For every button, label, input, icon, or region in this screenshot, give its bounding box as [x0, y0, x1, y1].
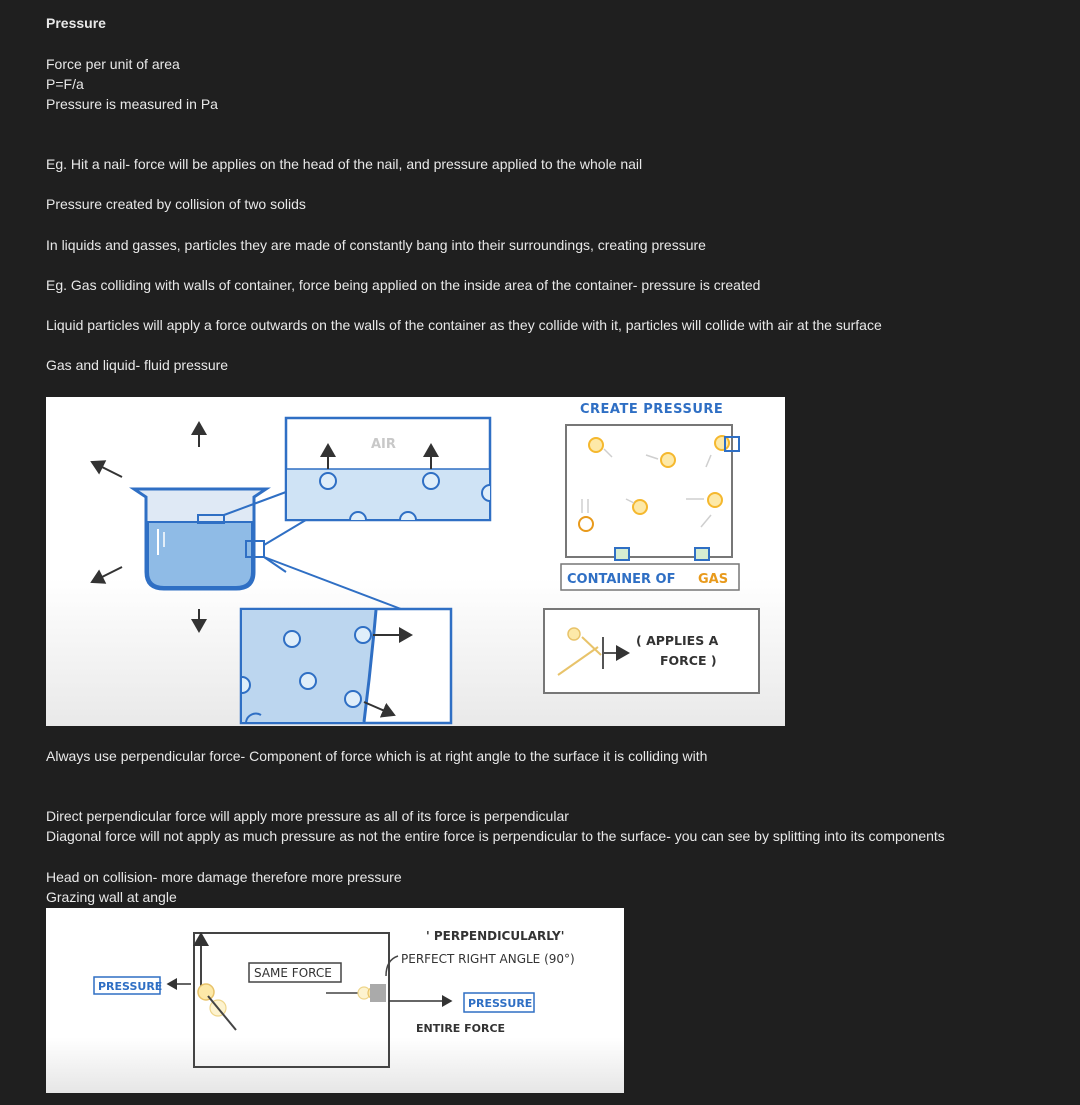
paragraph-head-on: Head on collision- more damage therefore more pressure [46, 869, 402, 885]
gas-label: GAS [698, 572, 729, 587]
beaker [134, 489, 266, 589]
paragraph-liquids-gasses: In liquids and gasses, particles they are made of constantly bang into their surroundings, creating pressure [46, 237, 706, 253]
paragraph-nail-example: Eg. Hit a nail- force will be applies on the head of the nail, and pressure applied to the whole nail [46, 156, 643, 172]
page-title: Pressure [46, 15, 106, 31]
entire-force-label: ENTIRE FORCE [416, 1022, 506, 1035]
paragraph-diagonal-force: Diagonal force will not apply as much pressure as not the entire force is perpendicular to the surface- you can see by splitting into its components [46, 828, 945, 844]
surface-inset [286, 418, 490, 520]
definition-line-1: Force per unit of area [46, 56, 180, 72]
paragraph-liquid-particles: Liquid particles will apply a force outwards on the walls of the container as they collide with it, particles will collide with air at the surface [46, 317, 882, 333]
paragraph-solids: Pressure created by collision of two solids [46, 196, 306, 212]
pressure-right-label: PRESSURE [468, 997, 533, 1010]
applies-force-box [544, 609, 759, 693]
paragraph-gas-example: Eg. Gas colliding with walls of container, force being applied on the inside area of the container- pressure is created [46, 277, 761, 293]
applies-force-line-1: ( APPLIES A [636, 633, 719, 648]
perfect-right-angle-label: PERFECT RIGHT ANGLE (90°) [401, 952, 575, 966]
definition-formula: P=F/a [46, 76, 84, 92]
pressure-left-label: PRESSURE [98, 980, 163, 993]
create-pressure-label: CREATE PRESSURE [580, 402, 724, 417]
container-of-label: CONTAINER OF [567, 572, 676, 587]
paragraph-direct-force: Direct perpendicular force will apply more pressure as all of its force is perpendicular [46, 808, 569, 824]
paragraph-grazing: Grazing wall at angle [46, 889, 177, 905]
figure-fluid-pressure-svg [46, 397, 785, 726]
figure-perpendicular-svg [46, 908, 624, 1093]
wall-inset [241, 609, 451, 723]
paragraph-fluid-pressure: Gas and liquid- fluid pressure [46, 357, 229, 373]
perpendicularly-label: ' PERPENDICULARLY' [426, 929, 565, 943]
definition-unit: Pressure is measured in Pa [46, 96, 218, 112]
paragraph-perpendicular-force: Always use perpendicular force- Component of force which is at right angle to the surface it is colliding with [46, 748, 708, 764]
applies-force-line-2: FORCE ) [660, 653, 717, 668]
figure-fluid-pressure [46, 397, 785, 726]
air-label: AIR [371, 437, 396, 452]
figure-perpendicular-force [46, 908, 624, 1093]
same-force-label: SAME FORCE [254, 966, 332, 980]
